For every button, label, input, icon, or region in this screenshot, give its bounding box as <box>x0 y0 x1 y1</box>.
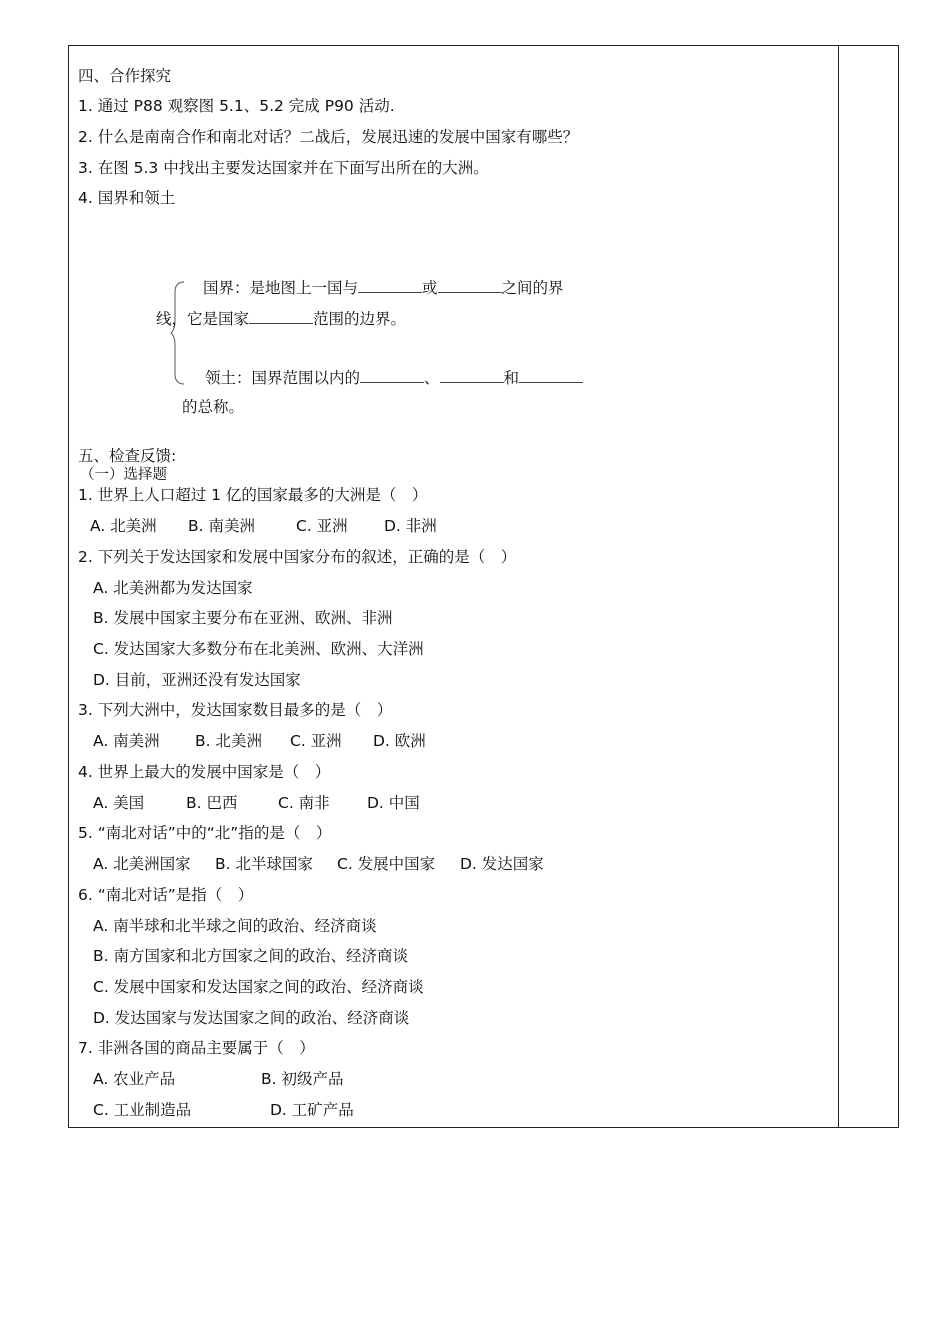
border-text-c: 之间的界 <box>501 279 564 297</box>
blank-field[interactable] <box>438 277 502 293</box>
border-definition-line2 <box>156 308 406 329</box>
option-5-2-c: C. 发达国家大多数分布在北美洲、欧洲、大洋洲 <box>93 640 424 658</box>
question-4-2: 2. 什么是南南合作和南北对话？二战后，发展迅速的发展中国家有哪些？ <box>78 128 579 146</box>
question-5-2: 2. 下列关于发达国家和发展中国家分布的叙述，正确的是（ ） <box>78 548 517 566</box>
question-5-5: 5. “南北对话”中的“北”指的是（ ） <box>78 824 332 842</box>
question-4-3: 3. 在图 5.3 中找出主要发达国家并在下面写出所在的大洲。 <box>78 159 489 177</box>
subsection-multiple-choice: （一）选择题 <box>80 467 167 483</box>
territory-text-c: 和 <box>503 369 520 387</box>
blank-field[interactable] <box>440 367 504 383</box>
option-5-4-a: A. 美国 <box>93 794 145 812</box>
question-4-1: 1. 通过 P88 观察图 5.1、5.2 完成 P90 活动. <box>78 97 395 115</box>
option-5-2-b: B. 发展中国家主要分布在亚洲、欧洲、非洲 <box>93 609 393 627</box>
territory-definition-line1 <box>205 367 583 388</box>
option-5-1-c: C. 亚洲 <box>296 517 348 535</box>
border-text-d: 线，它是国家 <box>156 310 250 328</box>
option-5-5-c: C. 发展中国家 <box>337 855 436 873</box>
border-definition-line1 <box>203 277 564 298</box>
question-5-4: 4. 世界上最大的发展中国家是（ ） <box>78 763 331 781</box>
question-5-1: 1. 世界上人口超过 1 亿的国家最多的大洲是（ ） <box>78 486 428 504</box>
option-5-7-b: B. 初级产品 <box>261 1070 344 1088</box>
blank-field[interactable] <box>249 308 313 324</box>
option-5-3-d: D. 欧洲 <box>373 732 426 750</box>
question-5-3: 3. 下列大洲中，发达国家数目最多的是（ ） <box>78 701 393 719</box>
option-5-7-a: A. 农业产品 <box>93 1070 176 1088</box>
blank-field[interactable] <box>360 367 424 383</box>
option-5-4-d: D. 中国 <box>367 794 420 812</box>
option-5-5-b: B. 北半球国家 <box>215 855 313 873</box>
option-5-5-a: A. 北美洲国家 <box>93 855 191 873</box>
question-4-4: 4. 国界和领土 <box>78 189 176 207</box>
option-5-6-c: C. 发展中国家和发达国家之间的政治、经济商谈 <box>93 978 424 996</box>
blank-field[interactable] <box>519 367 583 383</box>
option-5-3-a: A. 南美洲 <box>93 732 160 750</box>
border-text-a: 国界：是地图上一国与 <box>203 279 359 297</box>
section-5-heading: 五、检查反馈: <box>78 447 177 465</box>
option-5-6-a: A. 南半球和北半球之间的政治、经济商谈 <box>93 917 377 935</box>
option-5-3-c: C. 亚洲 <box>290 732 342 750</box>
blank-field[interactable] <box>358 277 422 293</box>
territory-definition-line2: 的总称。 <box>182 398 245 416</box>
option-5-7-d: D. 工矿产品 <box>270 1101 354 1119</box>
option-5-6-b: B. 南方国家和北方国家之间的政治、经济商谈 <box>93 947 408 965</box>
option-5-5-d: D. 发达国家 <box>460 855 544 873</box>
option-5-2-a: A. 北美洲都为发达国家 <box>93 579 253 597</box>
option-5-3-b: B. 北美洲 <box>195 732 262 750</box>
territory-text-b: 、 <box>424 369 440 387</box>
option-5-2-d: D. 目前，亚洲还没有发达国家 <box>93 671 301 689</box>
option-5-6-d: D. 发达国家与发达国家之间的政治、经济商谈 <box>93 1009 410 1027</box>
option-5-4-b: B. 巴西 <box>186 794 238 812</box>
option-5-1-b: B. 南美洲 <box>188 517 255 535</box>
question-5-7: 7. 非洲各国的商品主要属于（ ） <box>78 1039 315 1057</box>
curly-brace-icon <box>170 280 190 386</box>
table-column-divider <box>838 45 839 1128</box>
option-5-1-a: A. 北美洲 <box>90 517 157 535</box>
section-4-heading: 四、合作探究 <box>78 67 172 85</box>
option-5-7-c: C. 工业制造品 <box>93 1101 192 1119</box>
territory-text-a: 领土：国界范围以内的 <box>205 369 361 387</box>
question-5-6: 6. “南北对话”是指（ ） <box>78 886 254 904</box>
option-5-4-c: C. 南非 <box>278 794 330 812</box>
option-5-1-d: D. 非洲 <box>384 517 437 535</box>
border-text-b: 或 <box>422 279 438 297</box>
border-text-e: 范围的边界。 <box>313 310 407 328</box>
